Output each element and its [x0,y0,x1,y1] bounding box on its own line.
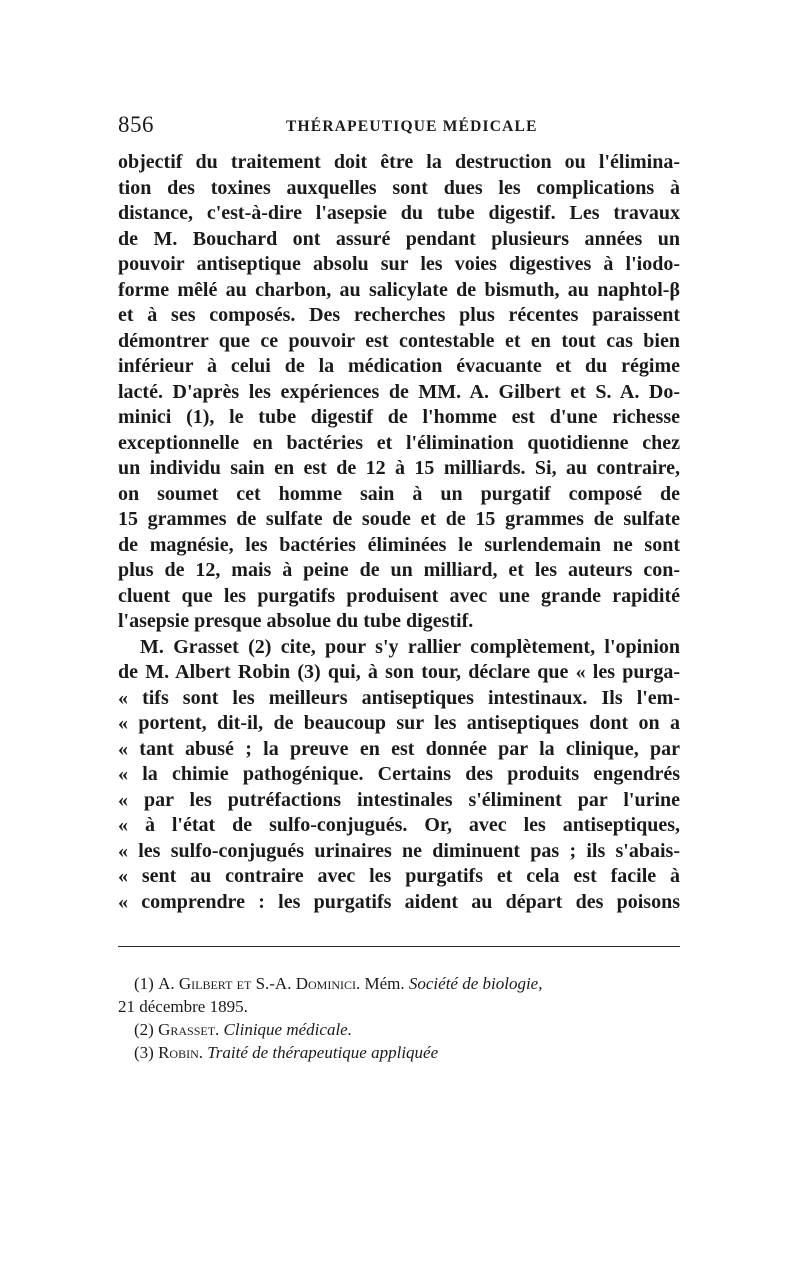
footnote-title: Clinique médicale. [223,1020,352,1039]
footnote-author: Grasset. [158,1020,220,1039]
footnote-1 [118,972,680,995]
footnote-marker: (3) [134,1043,154,1062]
text-line: « tant abusé ; la preuve en est donnée par la clinique, par [118,737,680,760]
text-line: on soumet cet homme sain à un purgatif composé de [118,482,680,505]
footnote-title: Traité de thérapeutique appliquée [207,1043,439,1062]
footnote-rule [118,946,680,947]
text-line: de M. Bouchard ont assuré pendant plusieurs années un [118,227,680,250]
text-line: tion des toxines auxquelles sont dues les complications à [118,176,680,199]
text-line: démontrer que ce pouvoir est contestable et en tout cas bien [118,329,680,352]
text-line: exceptionnelle en bactéries et l'élimination quotidienne chez [118,431,680,454]
footnote-abbrev: Mém. [364,974,405,993]
text-line: « par les putréfactions intestinales s'éliminent par l'urine [118,788,680,811]
text-line: de magnésie, les bactéries éliminées le surlendemain ne sont [118,533,680,556]
page-header [118,112,680,142]
text-line: et à ses composés. Des recherches plus récentes paraissent [118,304,680,326]
text-line: minici (1), le tube digestif de l'homme est d'une richesse [118,406,680,428]
text-line: objectif du traitement doit être la destruction ou l'élimina- [118,151,680,173]
footnote-2 [118,1018,680,1041]
footnote-journal: Société de biologie, [408,974,543,993]
text-line: 15 grammes de sulfate de soude et de 15 grammes de sulfate [118,508,680,530]
text-line: l'asepsie presque absolue du tube digestif. [118,610,474,632]
page-number: 856 [118,112,154,137]
footnotes [118,972,680,1064]
footnote-author: Robin. [158,1043,203,1062]
text-line: « à l'état de sulfo-conjugués. Or, avec les antiseptiques, [118,814,680,836]
text-line: « portent, dit-il, de beaucoup sur les antiseptiques dont on a [118,712,680,734]
text-line: « les sulfo-conjugués urinaires ne diminuent pas ; ils s'abais- [118,839,680,862]
footnote-authors: A. Gilbert et S.-A. Dominici. [158,974,361,993]
text-line: inférieur à celui de la médication évacuante et du régime [118,355,680,377]
footnote-marker: (2) [134,1020,154,1039]
text-line: pouvoir antiseptique absolu sur les voies digestives à l'iodo- [118,253,680,275]
text-line: distance, c'est-à-dire l'asepsie du tube digestif. Les travaux [118,202,680,224]
text-line: lacté. D'après les expériences de MM. A. Gilbert et S. A. Do- [118,380,680,403]
text-line: « la chimie pathogénique. Certains des produits engendrés [118,763,680,785]
text-line: de M. Albert Robin (3) qui, à son tour, déclare que « les purga- [118,661,680,683]
footnote-date: 21 décembre 1895. [118,997,248,1016]
text-line: « tifs sont les meilleurs antiseptiques intestinaux. Ils l'em- [118,686,680,709]
footnote-1-continued [118,995,680,1018]
text-line: un individu sain en est de 12 à 15 milliards. Si, au contraire, [118,457,680,479]
footnote-3 [118,1041,680,1064]
text-line: « sent au contraire avec les purgatifs et cela est facile à [118,865,680,887]
text-line: cluent que les purgatifs produisent avec une grande rapidité [118,584,680,607]
footnote-marker: (1) [134,974,154,993]
text-line: M. Grasset (2) cite, pour s'y rallier complètement, l'opinion [140,635,680,658]
text-line: « comprendre : les purgatifs aident au départ des poisons [118,890,680,913]
text-line: forme mêlé au charbon, au salicylate de bismuth, au naphtol-β [118,278,680,301]
text-line: plus de 12, mais à peine de un milliard, et les auteurs con- [118,559,680,581]
running-title: THÉRAPEUTIQUE MÉDICALE [286,118,538,135]
body-text [118,150,680,915]
